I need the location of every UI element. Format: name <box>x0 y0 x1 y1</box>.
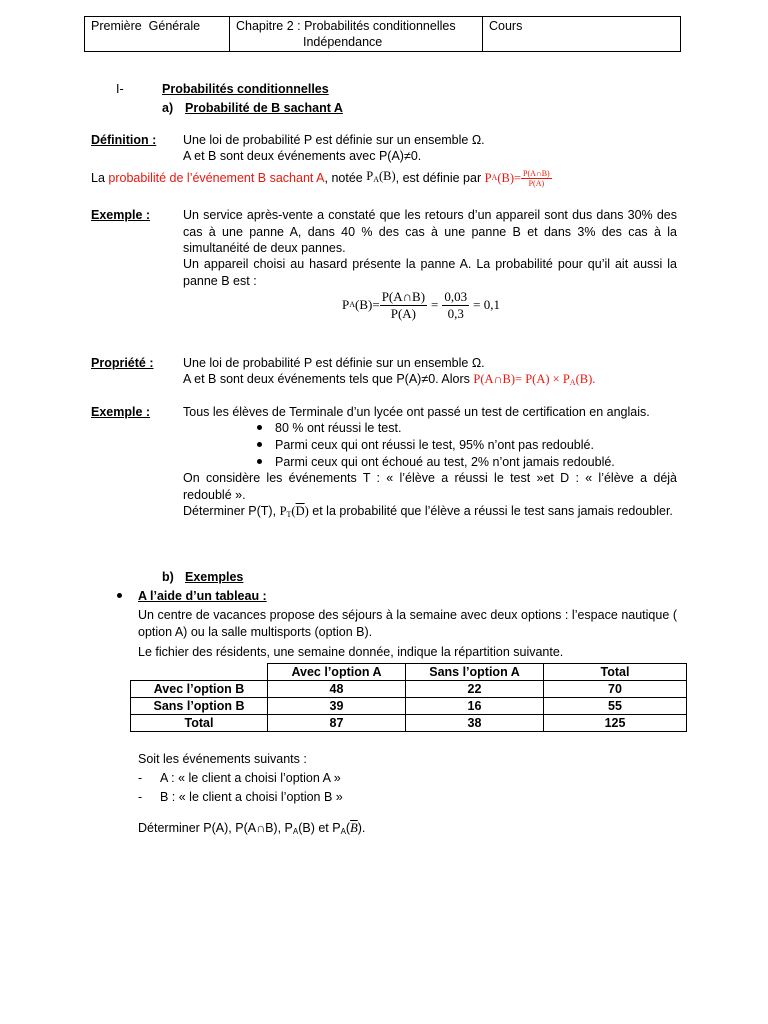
header-level: Première Générale <box>85 17 230 52</box>
table-row <box>131 715 687 732</box>
subsection-a-title: Probabilité de B sachant A <box>185 101 343 115</box>
example2-label: Exemple : <box>91 405 151 419</box>
example2-task: Déterminer P(T), $P_T(\overline{D})$ et la probabilité que l’élève a réussi le test sans jamais redoubler. <box>183 504 673 519</box>
property-label: Propriété : <box>91 356 154 370</box>
definition-formula: P A (B)= $\frac{P(A\cap B)}{P(A)}$ <box>484 168 550 188</box>
definition-line2: A et B sont deux événements avec P(A)≠0. <box>183 149 422 163</box>
table-row-header: Sans l’option B <box>131 698 268 715</box>
definition-line1: Une loi de probabilité P est définie sur un ensemble Ω. <box>183 133 485 147</box>
table-column-header: Sans l’option A <box>406 664 544 681</box>
table-cell: 22 <box>406 681 544 698</box>
event-dash: - <box>138 771 143 785</box>
options-table <box>130 663 687 732</box>
tableau-heading: A l’aide d’un tableau : <box>138 589 267 603</box>
example2-task-notation: $P_T(\overline{D})$ <box>279 504 309 519</box>
table-row-header: Total <box>131 715 268 732</box>
table-column-header: Total <box>544 664 687 681</box>
table-cell: 48 <box>268 681 406 698</box>
header-chapter-line2: Indépendance <box>303 35 383 49</box>
header-table <box>84 16 681 52</box>
example1-fraction2: $\frac{0,03}{0,3}$ <box>444 288 468 321</box>
table-row-header: Avec l’option B <box>131 681 268 698</box>
example2-intro: Tous les élèves de Terminale d’un lycée ont passé un test de certification en anglais. <box>183 405 650 419</box>
example2-events: On considère les événements T : « l’élève a réussi le test »et D : « l’élève a déjà redoublé ». <box>183 471 677 502</box>
bullet-icon <box>257 442 262 447</box>
table-header-row <box>131 664 687 681</box>
header-chapter <box>230 17 483 52</box>
table-column-header: Avec l’option A <box>268 664 406 681</box>
example1-label: Exemple : <box>91 208 151 222</box>
definition-mid: , notée <box>324 170 363 185</box>
bullet-icon <box>257 425 262 430</box>
table-corner <box>131 664 268 681</box>
property-formula: P(A∩B)= $P(A) \times P_A(B)$. <box>473 372 596 387</box>
section-number: I- <box>116 82 124 96</box>
tableau-events-intro: Soit les événements suivants : <box>138 752 307 766</box>
subsection-b-title: Exemples <box>185 570 244 584</box>
bullet-icon <box>257 459 262 464</box>
table-row <box>131 681 687 698</box>
table-cell: 125 <box>544 715 687 732</box>
definition-fraction: $\frac{P(A\cap B)}{P(A)}$ <box>523 168 550 188</box>
definition-prefix: La <box>91 170 105 185</box>
subsection-a-label: a) <box>162 101 174 115</box>
example1-fraction1: $\frac{P(A\cap B)}{P(A)}$ <box>381 288 426 321</box>
table-cell: 39 <box>268 698 406 715</box>
example1-para1: Un service après-vente a constaté que les retours d’un appareil sont dus dans 30% des cas à une panne A, dans 40 % des cas à une panne B et dans 3% des cas à la simultanéité de deux pannes. <box>183 208 677 255</box>
tableau-para1: Un centre de vacances propose des séjours à la semaine avec deux options : l’espace nautique ( option A) ou la salle multisports (option B). <box>138 608 677 639</box>
subsection-b-label: b) <box>162 570 174 584</box>
example2-bullet3: Parmi ceux qui ont échoué au test, 2% n’ont jamais redoublé. <box>275 455 615 469</box>
example2-bullet2: Parmi ceux qui ont réussi le test, 95% n’ont pas redoublé. <box>275 438 594 452</box>
header-type: Cours <box>483 17 681 52</box>
example1-para2: Un appareil choisi au hasard présente la panne A. La probabilité pour qu’il ait aussi la panne B est : <box>183 257 677 288</box>
definition-notation: $P_A(B)$ <box>366 168 396 184</box>
table-cell: 38 <box>406 715 544 732</box>
example1-equation: P A (B)= $\frac{P(A\cap B)}{P(A)}$ = $\frac{0,03}{0,3}$ = 0,1 <box>342 288 500 321</box>
table-cell: 70 <box>544 681 687 698</box>
definition-suffix: , est définie par <box>395 170 482 185</box>
tableau-para2: Le fichier des résidents, une semaine donnée, indique la répartition suivante. <box>138 645 564 659</box>
property-line2: A et B sont deux événements tels que P(A)≠0. Alors P(A∩B)= $P(A) \times P_A(B)$. <box>183 372 596 387</box>
table-cell: 55 <box>544 698 687 715</box>
property-line1: Une loi de probabilité P est définie sur un ensemble Ω. <box>183 356 485 370</box>
example2-bullet1: 80 % ont réussi le test. <box>275 421 402 435</box>
bullet-icon <box>117 593 122 598</box>
event-dash: - <box>138 790 143 804</box>
tableau-task: Déterminer P(A), P(A∩B), $P_A(B)$ et $P_A(\overline{B})$. <box>138 821 366 836</box>
event-b: B : « le client a choisi l’option B » <box>160 790 343 804</box>
definition-line3 <box>91 163 552 193</box>
header-chapter-line1: Chapitre 2 : Probabilités conditionnelles <box>236 19 456 33</box>
definition-red-text: probabilité de l’événement B sachant A <box>108 170 325 185</box>
table-row <box>131 698 687 715</box>
table-cell: 87 <box>268 715 406 732</box>
section-title: Probabilités conditionnelles <box>162 82 329 96</box>
event-a: A : « le client a choisi l’option A » <box>160 771 341 785</box>
definition-label: Définition : <box>91 133 157 147</box>
table-cell: 16 <box>406 698 544 715</box>
